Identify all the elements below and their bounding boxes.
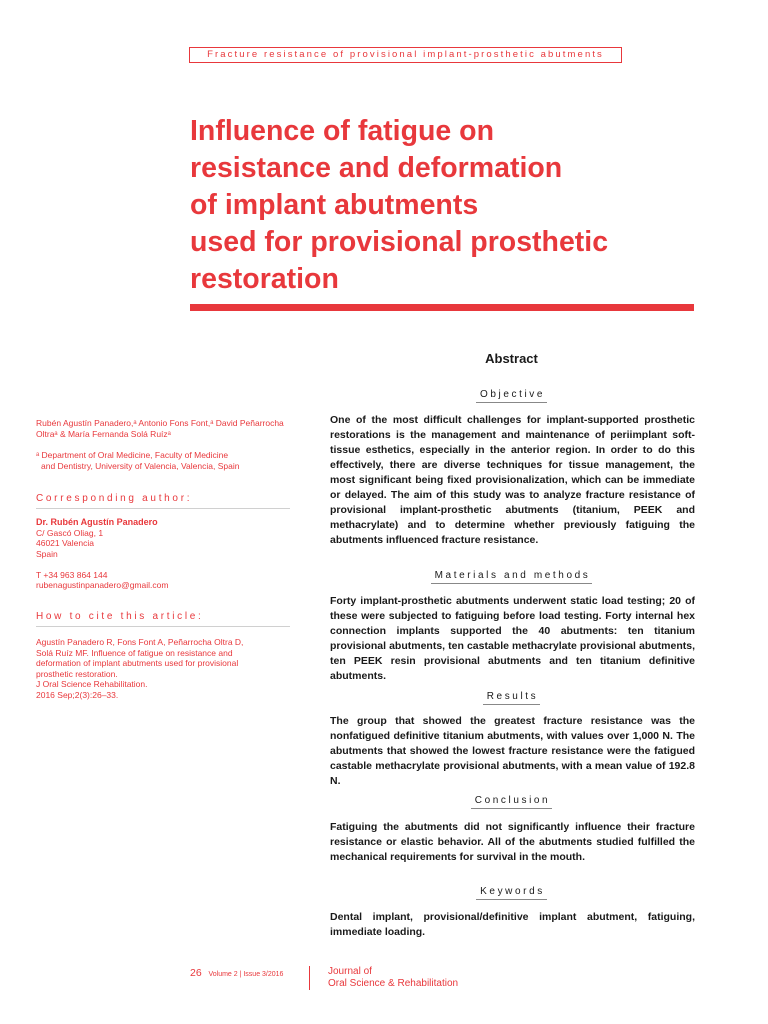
journal-name-line: Journal of — [328, 966, 372, 977]
running-head: Fracture resistance of provisional implant-prosthetic abutments — [189, 47, 622, 63]
volume-issue: Volume 2 | Issue 3/2016 — [208, 971, 284, 978]
footer-page-info — [190, 967, 283, 979]
journal-name — [328, 966, 458, 990]
contact-email[interactable]: rubenagustinpanadero@gmail.com — [36, 580, 169, 590]
section-heading-keywords — [330, 881, 693, 897]
title-line: of implant abutments — [190, 189, 479, 221]
objective-text: One of the most difficult challenges for implant-supported prosthetic restorations is the management and maintenance of periimplant soft-tissue esthetics, especially in the anterior region. In order to do this effectively, there are diverse techniques for tissue management, the most significant being fixed provisionalization, which can be immediate or delayed. The aim of this study was to analyze fracture resistance of provisional implant-prosthetic abutments (titanium, PEEK and methacrylate) and to determine whether previously fatiguing the abutments influenced fracture resistance. — [330, 414, 695, 546]
title-line: Influence of fatigue on — [190, 115, 494, 147]
methods-text: Forty implant-prosthetic abutments underwent static load testing; 20 of these were subjected to fatiguing before load testing. Forty internal hex connection implants supported the 40 abutments: ten titanium provisional abutments, ten castable methacrylate provisional abutments, ten PEEK resin provisional abutments and ten titanium definitive abutments. — [330, 595, 695, 682]
section-heading-label: Results — [483, 691, 541, 705]
citation-line: Solá Ruíz MF. Influence of fatigue on resistance and — [36, 647, 233, 658]
title-line: resistance and deformation — [190, 152, 563, 184]
contact-address: C/ Gascó Oliag, 1 — [36, 527, 104, 538]
affiliation — [36, 450, 296, 472]
section-heading-label: Conclusion — [471, 795, 552, 809]
keywords-text: Dental implant, provisional/definitive implant abutment, fatiguing, immediate loading. — [330, 911, 695, 938]
title-line: restoration — [190, 263, 339, 295]
citation-line: Agustín Panadero R, Fons Font A, Peñarrocha Oltra D, — [36, 637, 244, 647]
contact-name: Dr. Rubén Agustín Panadero — [36, 517, 158, 527]
contact-country: Spain — [36, 548, 58, 559]
footer-separator — [309, 966, 310, 990]
citation-line: deformation of implant abutments used for provisional — [36, 658, 239, 668]
section-heading-label: Materials and methods — [431, 570, 593, 584]
citation — [36, 637, 266, 700]
article-title — [190, 113, 710, 298]
section-heading-conclusion — [330, 790, 693, 806]
corresponding-author-contact — [36, 517, 296, 591]
section-heading-results — [330, 686, 693, 702]
citation-line: prosthetic restoration. — [36, 668, 118, 679]
divider — [36, 508, 290, 509]
affiliation-line: and Dentistry, University of Valencia, Valencia, Spain — [41, 461, 240, 471]
corresponding-author-label: Corresponding author: — [36, 493, 193, 504]
results-text: The group that showed the greatest fracture resistance was the nonfatigued definitive titanium abutments, with values over 1,000 N. The abutments that showed the lowest fracture resistance were the fatigued castable methacrylate provisional abutments, with a mean value of 192.8 N. — [330, 715, 695, 787]
citation-line: J Oral Science Rehabilitation. — [36, 679, 148, 689]
journal-name-line: Oral Science & Rehabilitation — [328, 978, 459, 989]
contact-address: 46021 Valencia — [36, 538, 94, 548]
abstract-heading: Abstract — [485, 351, 538, 366]
author-list: Rubén Agustín Panadero,ᵃ Antonio Fons Font,ᵃ David Peñarrocha Oltraᵃ & María Fernanda Solá Ruízᵃ — [36, 418, 284, 439]
section-heading-label: Objective — [476, 389, 547, 403]
title-divider-bar — [190, 304, 694, 311]
conclusion-text: Fatiguing the abutments did not significantly influence their fracture resistance or elastic behavior. All of the abutments studied fulfilled the mechanical requirements for survival in the mouth. — [330, 821, 695, 863]
contact-phone: T +34 963 864 144 — [36, 569, 108, 580]
page-number: 26 — [190, 967, 202, 979]
citation-line: 2016 Sep;2(3):26–33. — [36, 689, 119, 700]
title-line: used for provisional prosthetic — [190, 226, 609, 258]
affiliation-line: ᵃ Department of Oral Medicine, Faculty of Medicine — [36, 450, 229, 460]
section-heading-objective — [330, 384, 693, 400]
section-heading-methods — [330, 565, 693, 581]
spacer — [36, 559, 296, 570]
divider — [36, 626, 290, 627]
how-to-cite-label: How to cite this article: — [36, 611, 204, 622]
section-heading-label: Keywords — [476, 886, 547, 900]
